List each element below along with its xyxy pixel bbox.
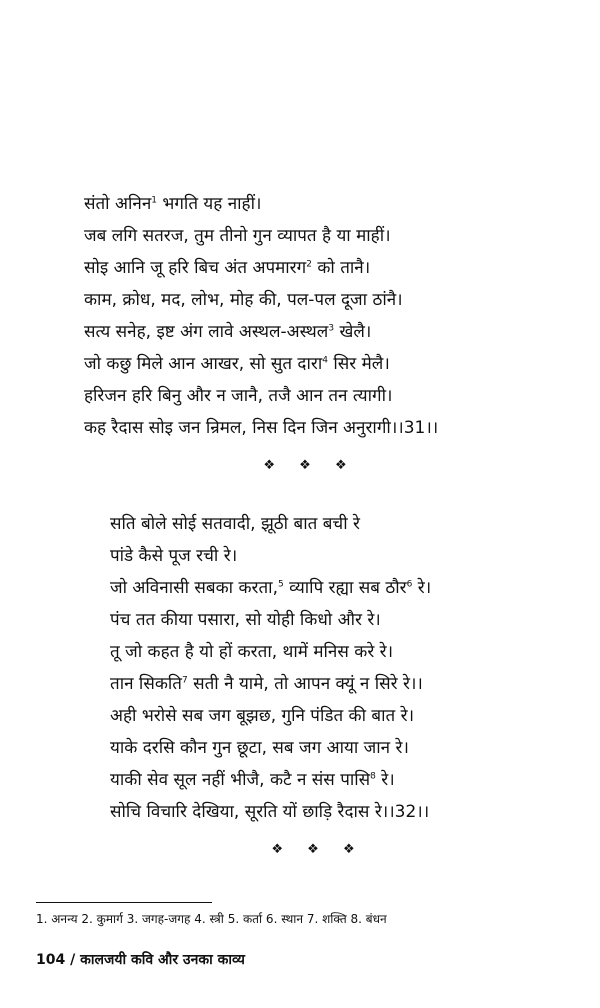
poem-line: जब लगि सतरज, तुम तीनो गुन व्यापत है या माहीं।	[84, 226, 391, 246]
poem-line: सत्य सनेह, इष्ट अंग लावे अस्थल-अस्थल$^3$ खेलै।	[84, 322, 372, 342]
poem-line: पांडे कैसे पूज रची रे।	[110, 546, 238, 566]
poem-line: काम, क्रोध, मद, लोभ, मोह की, पल-पल दूजा ठांनै।	[84, 290, 403, 310]
poem-line: अही भरोसे सब जग बूझछ, गुनि पंडित की बात रे।	[110, 706, 415, 726]
footnote-marker: 8	[370, 771, 376, 782]
footnote-marker: 1	[151, 195, 157, 206]
poem-line: सोइ आनि जू हरि बिच अंत अपमारग$^2$ को तानै।	[84, 258, 371, 278]
poem-line: सोचि विचारि देखिया, सूरति यों छाड़ि रैदास रे।।32।।	[110, 802, 430, 822]
poem-line: हरिजन हरि बिनु और न जानै, तजै आन तन त्यागी।	[84, 386, 393, 406]
poem-line: सति बोले सोई सतवादी, झूठी बात बची रे	[110, 514, 360, 534]
poem-line: संतो अनिन$^1$ भगति यह नाहीं।	[84, 194, 262, 214]
page-footer: 104 / कालजयी कवि और उनका काव्य	[36, 952, 245, 968]
poem-line: जो कछु मिले आन आखर, सो सुत दारा$^4$ सिर मेलै।	[84, 354, 390, 374]
footnote-marker: 5	[277, 579, 284, 590]
poem-31	[84, 188, 544, 444]
footnotes: 1. अनन्य 2. कुमार्ग 3. जगह-जगह 4. स्त्री 5. कर्ता 6. स्थान 7. शक्ति 8. बंधन	[36, 912, 387, 926]
footnote-marker: 3	[328, 323, 335, 334]
section-divider-ornament: ❖ ❖ ❖	[263, 458, 357, 473]
footnote-marker: 4	[322, 355, 328, 366]
poem-line: कह रैदास सोइ जन न्रिमल, निस दिन जिन अनुरागी।।31।।	[84, 418, 439, 438]
poem-line: जो अविनासी सबका करता,$^5$ व्यापि रह्या सब ठौर$^6$ रे।	[110, 578, 432, 598]
poem-line: पंच तत कीया पसारा, सो योही किधो और रे।	[110, 610, 381, 630]
poem-32	[110, 508, 546, 828]
section-divider-ornament: ❖ ❖ ❖	[271, 842, 365, 857]
poem-line: तू जो कहत है यो हों करता, थामें मनिस करे रे।	[110, 642, 394, 662]
poem-line: याकी सेव सूल नहीं भीजै, कटै न संस पासि$^8$ रे।	[110, 770, 395, 790]
footnote-rule	[36, 902, 212, 903]
poem-line: तान सिकति$^7$ सती नै यामे, तो आपन क्यूं न सिरे रे।।	[110, 674, 423, 694]
poem-line: याके दरसि कौन गुन छूटा, सब जग आया जान रे।	[110, 738, 409, 758]
footnote-marker: 2	[306, 259, 312, 270]
footnote-marker: 7	[181, 675, 188, 686]
footnote-marker: 6	[406, 579, 413, 590]
